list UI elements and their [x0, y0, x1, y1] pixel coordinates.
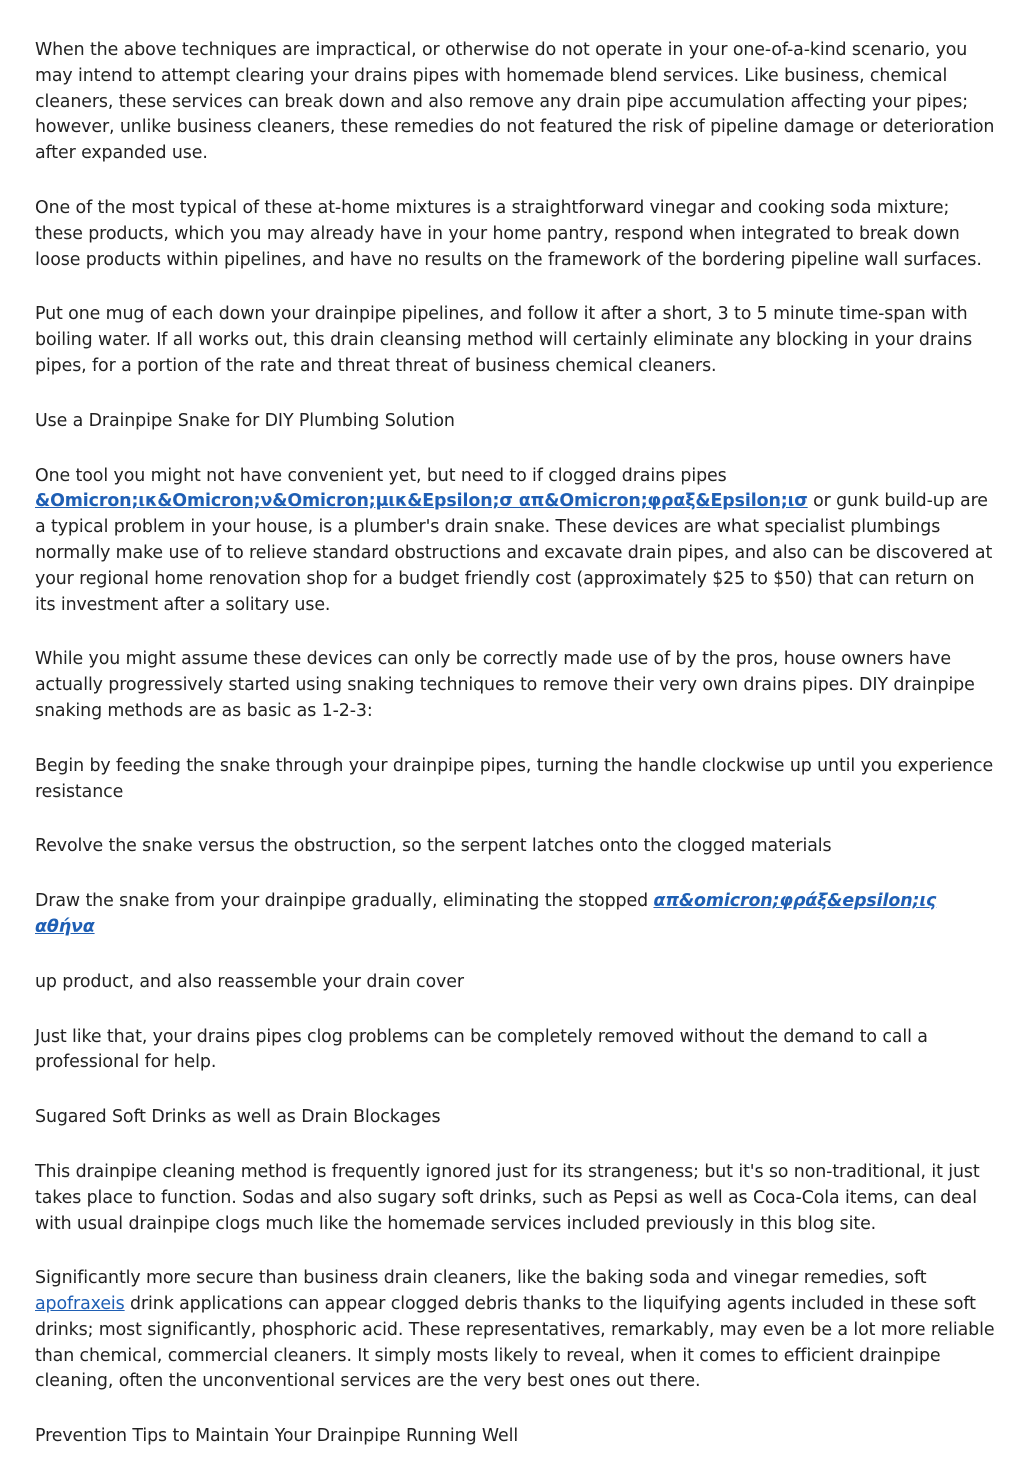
paragraph-soft-drinks-method: This drainpipe cleaning method is frequently ignored just for its strangeness; but it's so non-traditional, it just takes place to function. Sodas and also sugary soft drinks, such as Pepsi as well as Coca-Cola items, can deal with usual drainpipe clogs much like the homemade services included previously in this blog site. [35, 1161, 980, 1234]
paragraph-snaking-methods: While you might assume these devices can only be correctly made use of by the pros, house owners have actually progressively started using snaking techniques to remove their very own drains pipes. DIY drainpipe snaking methods are as basic as 1-2-3: [35, 649, 975, 721]
paragraph-just-like-that: Just like that, your drains pipes clog problems can be completely removed without the demand to call a professional for help. [35, 1026, 928, 1073]
paragraph-mug-instructions: Put one mug of each down your drainpipe pipelines, and follow it after a short, 3 to 5 minute time-span with boiling water. If all works out, this drain cleansing method will certainly eliminate any blocking in your drains pipes, for a portion of the rate and threat threat of business chemical cleaners. [35, 304, 973, 376]
greek-link-unclogging[interactable]: &Omicron;ικ&Omicron;ν&Omicron;μικ&Epsilon;σ απ&Omicron;φραξ&Epsilon;ισ [35, 491, 808, 512]
article-body [35, 38, 995, 1479]
paragraph-text: drink applications can appear clogged debris thanks to the liquifying agents included in these soft drinks; most significantly, phosphoric acid. These representatives, remarkably, may even be a lot more reliable than chemical, commercial cleaners. It simply mosts likely to reveal, when it comes to efficient drainpipe cleaning, often the unconventional services are the very best ones out there. [35, 1294, 995, 1392]
paragraph-text: or gunk build-up are a typical problem in your house, is a plumber's drain snake. These devices are what specialist plumbings normally make use of to relieve standard obstructions and excavate drain pipes, and also can be discovered at your regional home renovation shop for a budget friendly cost (approximately $25 to $50) that can return on its investment after a solitary use. [35, 491, 993, 615]
greek-link-athens[interactable]: απ&omicron;φράξ&epsilon;ις αθήνα [35, 891, 937, 937]
paragraph-soft-drinks-safety [35, 1266, 995, 1395]
paragraph-text: One tool you might not have convenient yet, but need to if clogged drains pipes [35, 465, 727, 486]
step-revolve-snake: Revolve the snake versus the obstruction, so the serpent latches onto the clogged materials [35, 836, 832, 857]
step-draw-snake [35, 889, 995, 941]
paragraph-drain-snake-tool [35, 464, 995, 619]
step-reassemble: up product, and also reassemble your drain cover [35, 971, 464, 992]
section-heading-soft-drinks: Sugared Soft Drinks as well as Drain Blockages [35, 1107, 441, 1128]
paragraph-vinegar-soda: One of the most typical of these at-home mixtures is a straightforward vinegar and cooking soda mixture; these products, which you may already have in your home pantry, respond when integrated to break down loose products within pipelines, and have no results on the framework of the bordering pipeline wall surfaces. [35, 197, 982, 270]
paragraph-text: Draw the snake from your drainpipe gradually, eliminating the stopped [35, 891, 654, 912]
section-heading-prevention-tips: Prevention Tips to Maintain Your Drainpipe Running Well [35, 1426, 519, 1447]
apofraxeis-link[interactable]: apofraxeis [35, 1294, 125, 1315]
step-feed-snake: Begin by feeding the snake through your drainpipe pipes, turning the handle clockwise up until you experience resistance [35, 755, 994, 802]
paragraph-text: Significantly more secure than business drain cleaners, like the baking soda and vinegar remedies, soft [35, 1268, 927, 1289]
paragraph-intro: When the above techniques are impractical, or otherwise do not operate in your one-of-a-kind scenario, you may intend to attempt clearing your drains pipes with homemade blend services. Like business, chemical cleaners, these services can break down and also remove any drain pipe accumulation affecting your pipes; however, unlike business cleaners, these remedies do not featured the risk of pipeline damage or deterioration after expanded use. [35, 40, 995, 164]
section-heading-drain-snake: Use a Drainpipe Snake for DIY Plumbing Solution [35, 410, 455, 431]
